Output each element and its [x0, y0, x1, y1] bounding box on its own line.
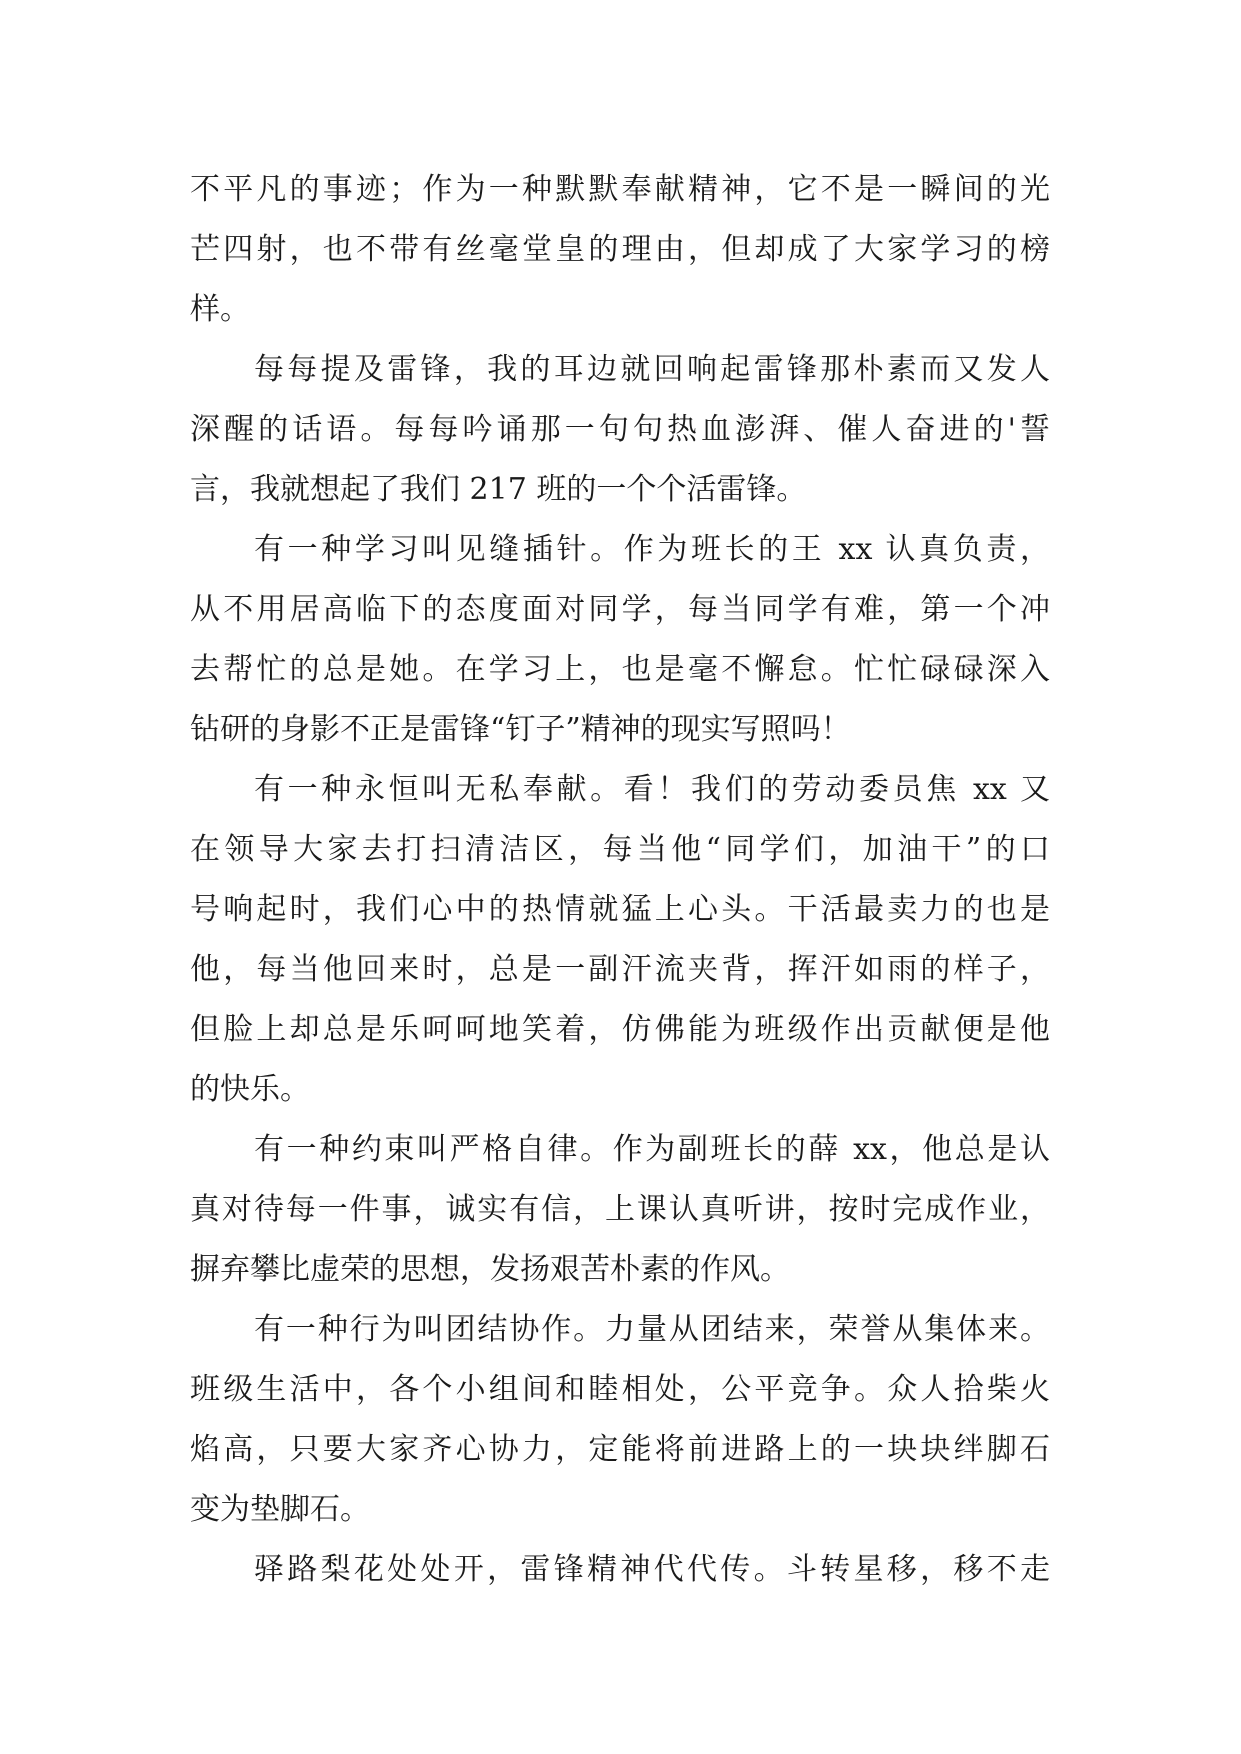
text-line: 深醒的话语。每每吟诵那一句句热血澎湃、催人奋进的'誓 — [190, 412, 1050, 447]
text-line: 号响起时，我们心中的热情就猛上心头。干活最卖力的也是 — [190, 892, 1050, 927]
text-line: 芒四射，也不带有丝毫堂皇的理由，但却成了大家学习的榜 — [190, 232, 1050, 267]
paragraph — [190, 340, 1050, 520]
text-line: 驿路梨花处处开，雷锋精神代代传。斗转星移，移不走 — [254, 1552, 1050, 1587]
text-line: 每每提及雷锋，我的耳边就回响起雷锋那朴素而又发人 — [254, 352, 1050, 387]
paragraph — [190, 1300, 1050, 1540]
text-line: 班级生活中，各个小组间和睦相处，公平竞争。众人拾柴火 — [190, 1372, 1050, 1407]
document-body — [190, 160, 1050, 1600]
paragraph — [190, 160, 1050, 340]
text-line: 言，我就想起了我们 217 班的一个个活雷锋。 — [190, 472, 807, 507]
text-line: 有一种行为叫团结协作。力量从团结来，荣誉从集体来。 — [254, 1312, 1050, 1347]
text-line: 他，每当他回来时，总是一副汗流夹背，挥汗如雨的样子， — [190, 952, 1050, 987]
text-line: 钻研的身影不正是雷锋“钉子”精神的现实写照吗！ — [190, 712, 851, 747]
paragraph — [190, 520, 1050, 760]
text-line: 在领导大家去打扫清洁区，每当他“同学们，加油干”的口 — [190, 832, 1050, 867]
text-line: 有一种学习叫见缝插针。作为班长的王 xx 认真负责， — [254, 532, 1050, 567]
paragraph — [190, 760, 1050, 1120]
text-line: 摒弃攀比虚荣的思想，发扬艰苦朴素的作风。 — [190, 1252, 790, 1287]
text-line: 样。 — [190, 292, 250, 327]
paragraph — [190, 1540, 1050, 1600]
text-line: 焰高，只要大家齐心协力，定能将前进路上的一块块绊脚石 — [190, 1432, 1050, 1467]
paragraph — [190, 1120, 1050, 1300]
text-line: 有一种约束叫严格自律。作为副班长的薛 xx，他总是认 — [254, 1132, 1050, 1167]
text-line: 去帮忙的总是她。在学习上，也是毫不懈怠。忙忙碌碌深入 — [190, 652, 1050, 687]
text-line: 从不用居高临下的态度面对同学，每当同学有难，第一个冲 — [190, 592, 1050, 627]
text-line: 但脸上却总是乐呵呵地笑着，仿佛能为班级作出贡献便是他 — [190, 1012, 1050, 1047]
text-line: 变为垫脚石。 — [190, 1492, 370, 1527]
text-line: 有一种永恒叫无私奉献。看！我们的劳动委员焦 xx 又 — [254, 772, 1050, 807]
text-line: 的快乐。 — [190, 1072, 310, 1107]
text-line: 不平凡的事迹；作为一种默默奉献精神，它不是一瞬间的光 — [190, 172, 1050, 207]
text-line: 真对待每一件事，诚实有信，上课认真听讲，按时完成作业， — [190, 1192, 1050, 1227]
